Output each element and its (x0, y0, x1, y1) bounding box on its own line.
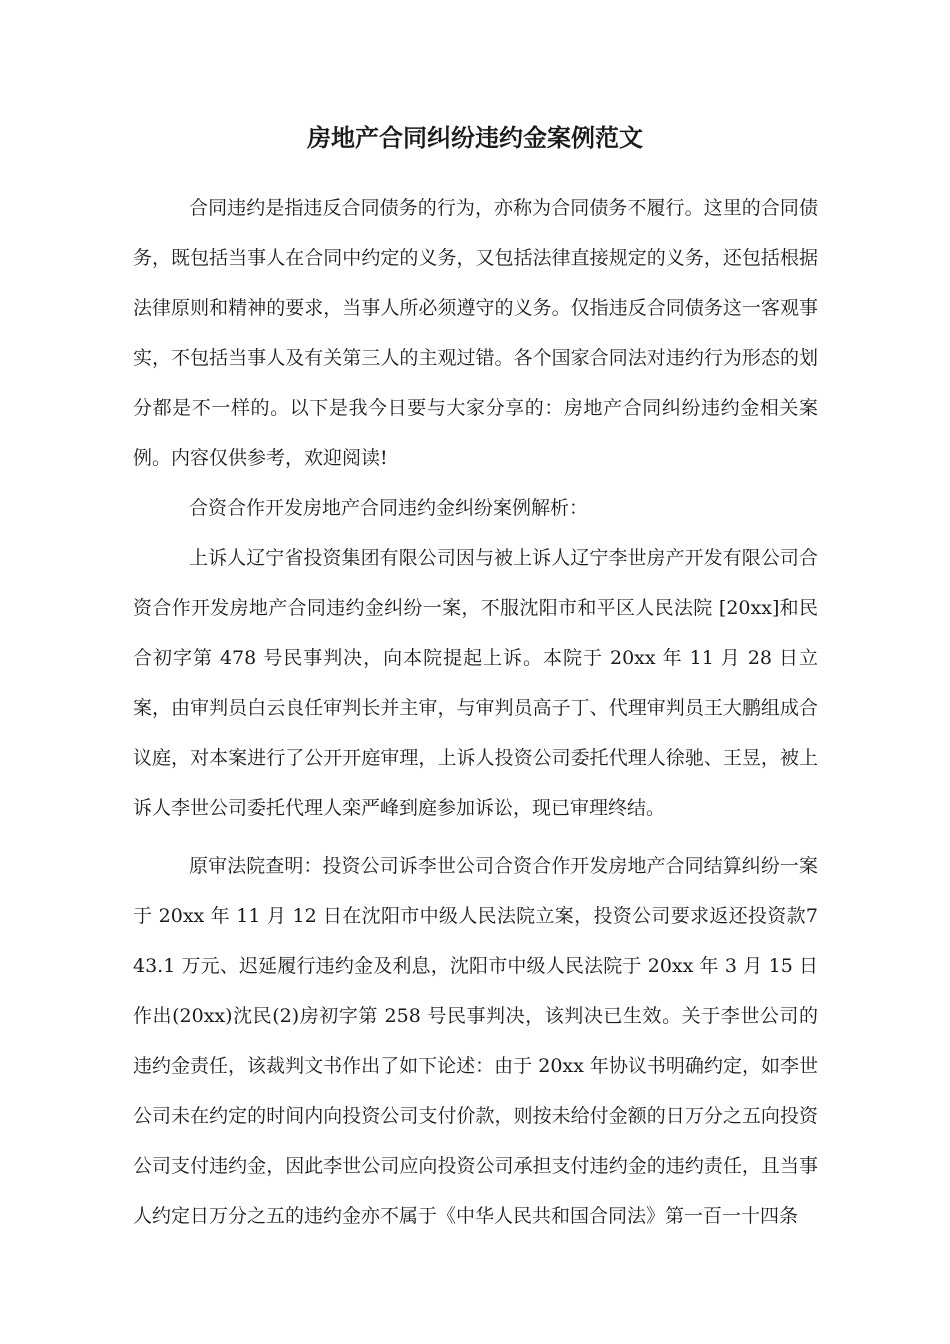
document-body (133, 183, 818, 1241)
document-title: 房地产合同纠纷违约金案例范文 (307, 124, 643, 152)
paragraph-intro: 合同违约是指违反合同债务的行为，亦称为合同债务不履行。这里的合同债务，既包括当事人在合同中约定的义务，又包括法律直接规定的义务，还包括根据法律原则和精神的要求，当事人所必须遵守的义务。仅指违反合同债务这一客观事实，不包括当事人及有关第三人的主观过错。各个国家合同法对违约行为形态的划分都是不一样的。以下是我今日要与大家分享的：房地产合同纠纷违约金相关案例。内容仅供参考，欢迎阅读! (133, 197, 818, 469)
paragraph-appeal: 上诉人辽宁省投资集团有限公司因与被上诉人辽宁李世房产开发有限公司合资合作开发房地产合同违约金纠纷一案，不服沈阳市和平区人民法院 [20xx]和民合初字第 478 号民事判决，向本院提起上诉。本院于 20xx 年 11 月 28 日立案，由审判员白云良任审判长并主审，与审判员高子丁、代理审判员王大鹏组成合议庭，对本案进行了公开开庭审理，上诉人投资公司委托代理人徐驰、王昱，被上诉人李世公司委托代理人栾严峰到庭参加诉讼，现已审理终结。 (133, 547, 818, 819)
paragraph-findings: 原审法院查明：投资公司诉李世公司合资合作开发房地产合同结算纠纷一案于 20xx 年 11 月 12 日在沈阳市中级人民法院立案，投资公司要求返还投资款743.1 万元、迟延履行违约金及利息，沈阳市中级人民法院于 20xx 年 3 月 15 日作出(20xx)沈民(2)房初字第 258 号民事判决，该判决已生效。关于李世公司的违约金责任，该裁判文书作出了如下论述：由于 20xx 年协议书明确约定，如李世公司未在约定的时间内向投资公司支付价款，则按未给付金额的日万分之五向投资公司支付违约金，因此李世公司应向投资公司承担支付违约金的违约责任，且当事人约定日万分之五的违约金亦不属于《中华人民共和国合同法》第一百一十四条 (133, 855, 818, 1227)
paragraph-case-heading: 合资合作开发房地产合同违约金纠纷案例解析： (189, 497, 589, 519)
